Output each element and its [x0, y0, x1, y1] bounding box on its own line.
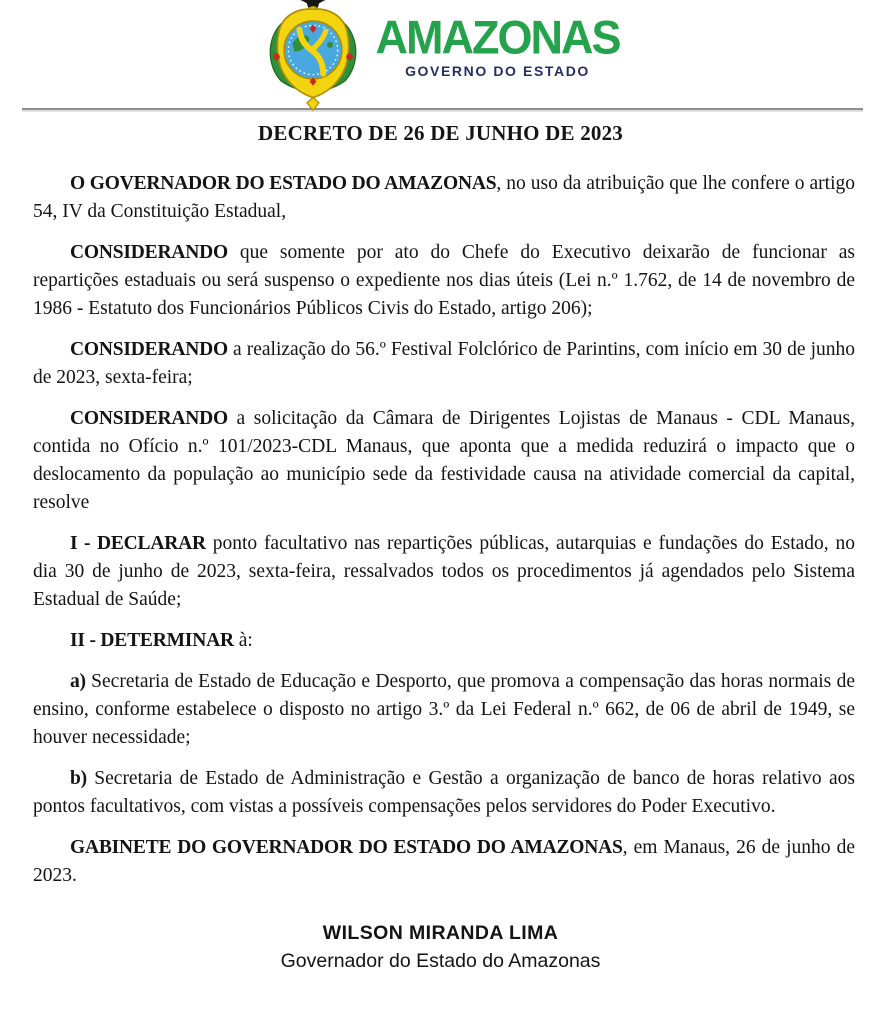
paragraph-text: Secretaria de Estado de Administração e Gestão a organização de banco de horas relativo aos pontos facultativos, com vistas a possíveis compensações pelos servidores do Poder Executivo. — [33, 768, 855, 817]
paragraph-lead: CONSIDERANDO — [70, 339, 228, 360]
paragraph-text: , em Manaus, 26 de junho de 2023. — [33, 837, 855, 886]
paragraph-lead: CONSIDERANDO — [70, 408, 228, 429]
paragraph-text: Secretaria de Estado de Educação e Desporto, que promova a compensação das horas normais de ensino, conforme estabelece o disposto no artigo 3.º da Lei Federal n.º 662, de 06 de abril de 1949, se houver necessidade; — [33, 671, 855, 748]
paragraph-lead: CONSIDERANDO — [70, 242, 228, 263]
decree-title: DECRETO DE 26 DE JUNHO DE 2023 — [258, 121, 623, 145]
decree-paragraph — [33, 834, 855, 890]
paragraph-text: , no uso da atribuição que lhe confere o artigo 54, IV da Constituição Estadual, — [33, 173, 856, 222]
paragraph-text: à: — [233, 630, 253, 651]
brand-block — [376, 0, 620, 79]
paragraph-lead: b) — [70, 768, 87, 789]
paragraph-text: a solicitação da Câmara de Dirigentes Lojistas de Manaus - CDL Manaus, contida no Ofício n.º 101/2023-CDL Manaus, que aponta que a medida reduzirá o impacto que o deslocamento da população ao município sede da festividade causa na atividade comercial da capital, resolve — [33, 408, 855, 513]
decree-paragraph — [33, 627, 855, 655]
document-header — [0, 0, 881, 108]
decree-paragraph — [33, 405, 855, 517]
decree-paragraph — [33, 170, 855, 226]
brand-tagline: GOVERNO DO ESTADO — [405, 63, 590, 80]
paragraph-text: que somente por ato do Chefe do Executivo deixarão de funcionar as repartições estaduais ou será suspenso o expediente nos dias úteis (Lei n.º 1.762, de 14 de novembro de 1986 - Estatuto dos Funcionários Públicos Civis do Estado, artigo 206); — [33, 242, 855, 319]
paragraph-lead: I - DECLARAR — [70, 533, 206, 554]
decree-body — [0, 170, 881, 890]
paragraph-lead: O GOVERNADOR DO ESTADO DO AMAZONAS — [70, 173, 497, 194]
brand-name: AMAZONAS — [375, 9, 620, 64]
decree-paragraph — [33, 336, 855, 392]
decree-paragraph — [33, 239, 855, 323]
decree-paragraph — [33, 530, 855, 614]
decree-paragraph — [33, 668, 855, 752]
paragraph-text: a realização do 56.º Festival Folclórico de Parintins, com início em 30 de junho de 2023, sexta-feira; — [33, 339, 855, 388]
decree-paragraph — [33, 765, 855, 821]
coat-of-arms-svg — [262, 0, 364, 112]
amazonas-coat-of-arms-icon — [262, 0, 364, 112]
paragraph-lead: II - DETERMINAR — [70, 630, 234, 651]
paragraph-text: ponto facultativo nas repartições públicas, autarquias e fundações do Estado, no dia 30 de junho de 2023, sexta-feira, ressalvados todos os procedimentos já agendados pelo Sistema Estadual de Saúde; — [33, 533, 855, 610]
signer-name: WILSON MIRANDA LIMA — [322, 922, 559, 944]
header-divider — [22, 108, 863, 110]
paragraph-lead: GABINETE DO GOVERNADOR DO ESTADO DO AMAZONAS — [70, 837, 623, 858]
signature-block — [0, 922, 881, 973]
signer-role: Governador do Estado do Amazonas — [280, 950, 601, 972]
paragraph-lead: a) — [70, 671, 86, 692]
